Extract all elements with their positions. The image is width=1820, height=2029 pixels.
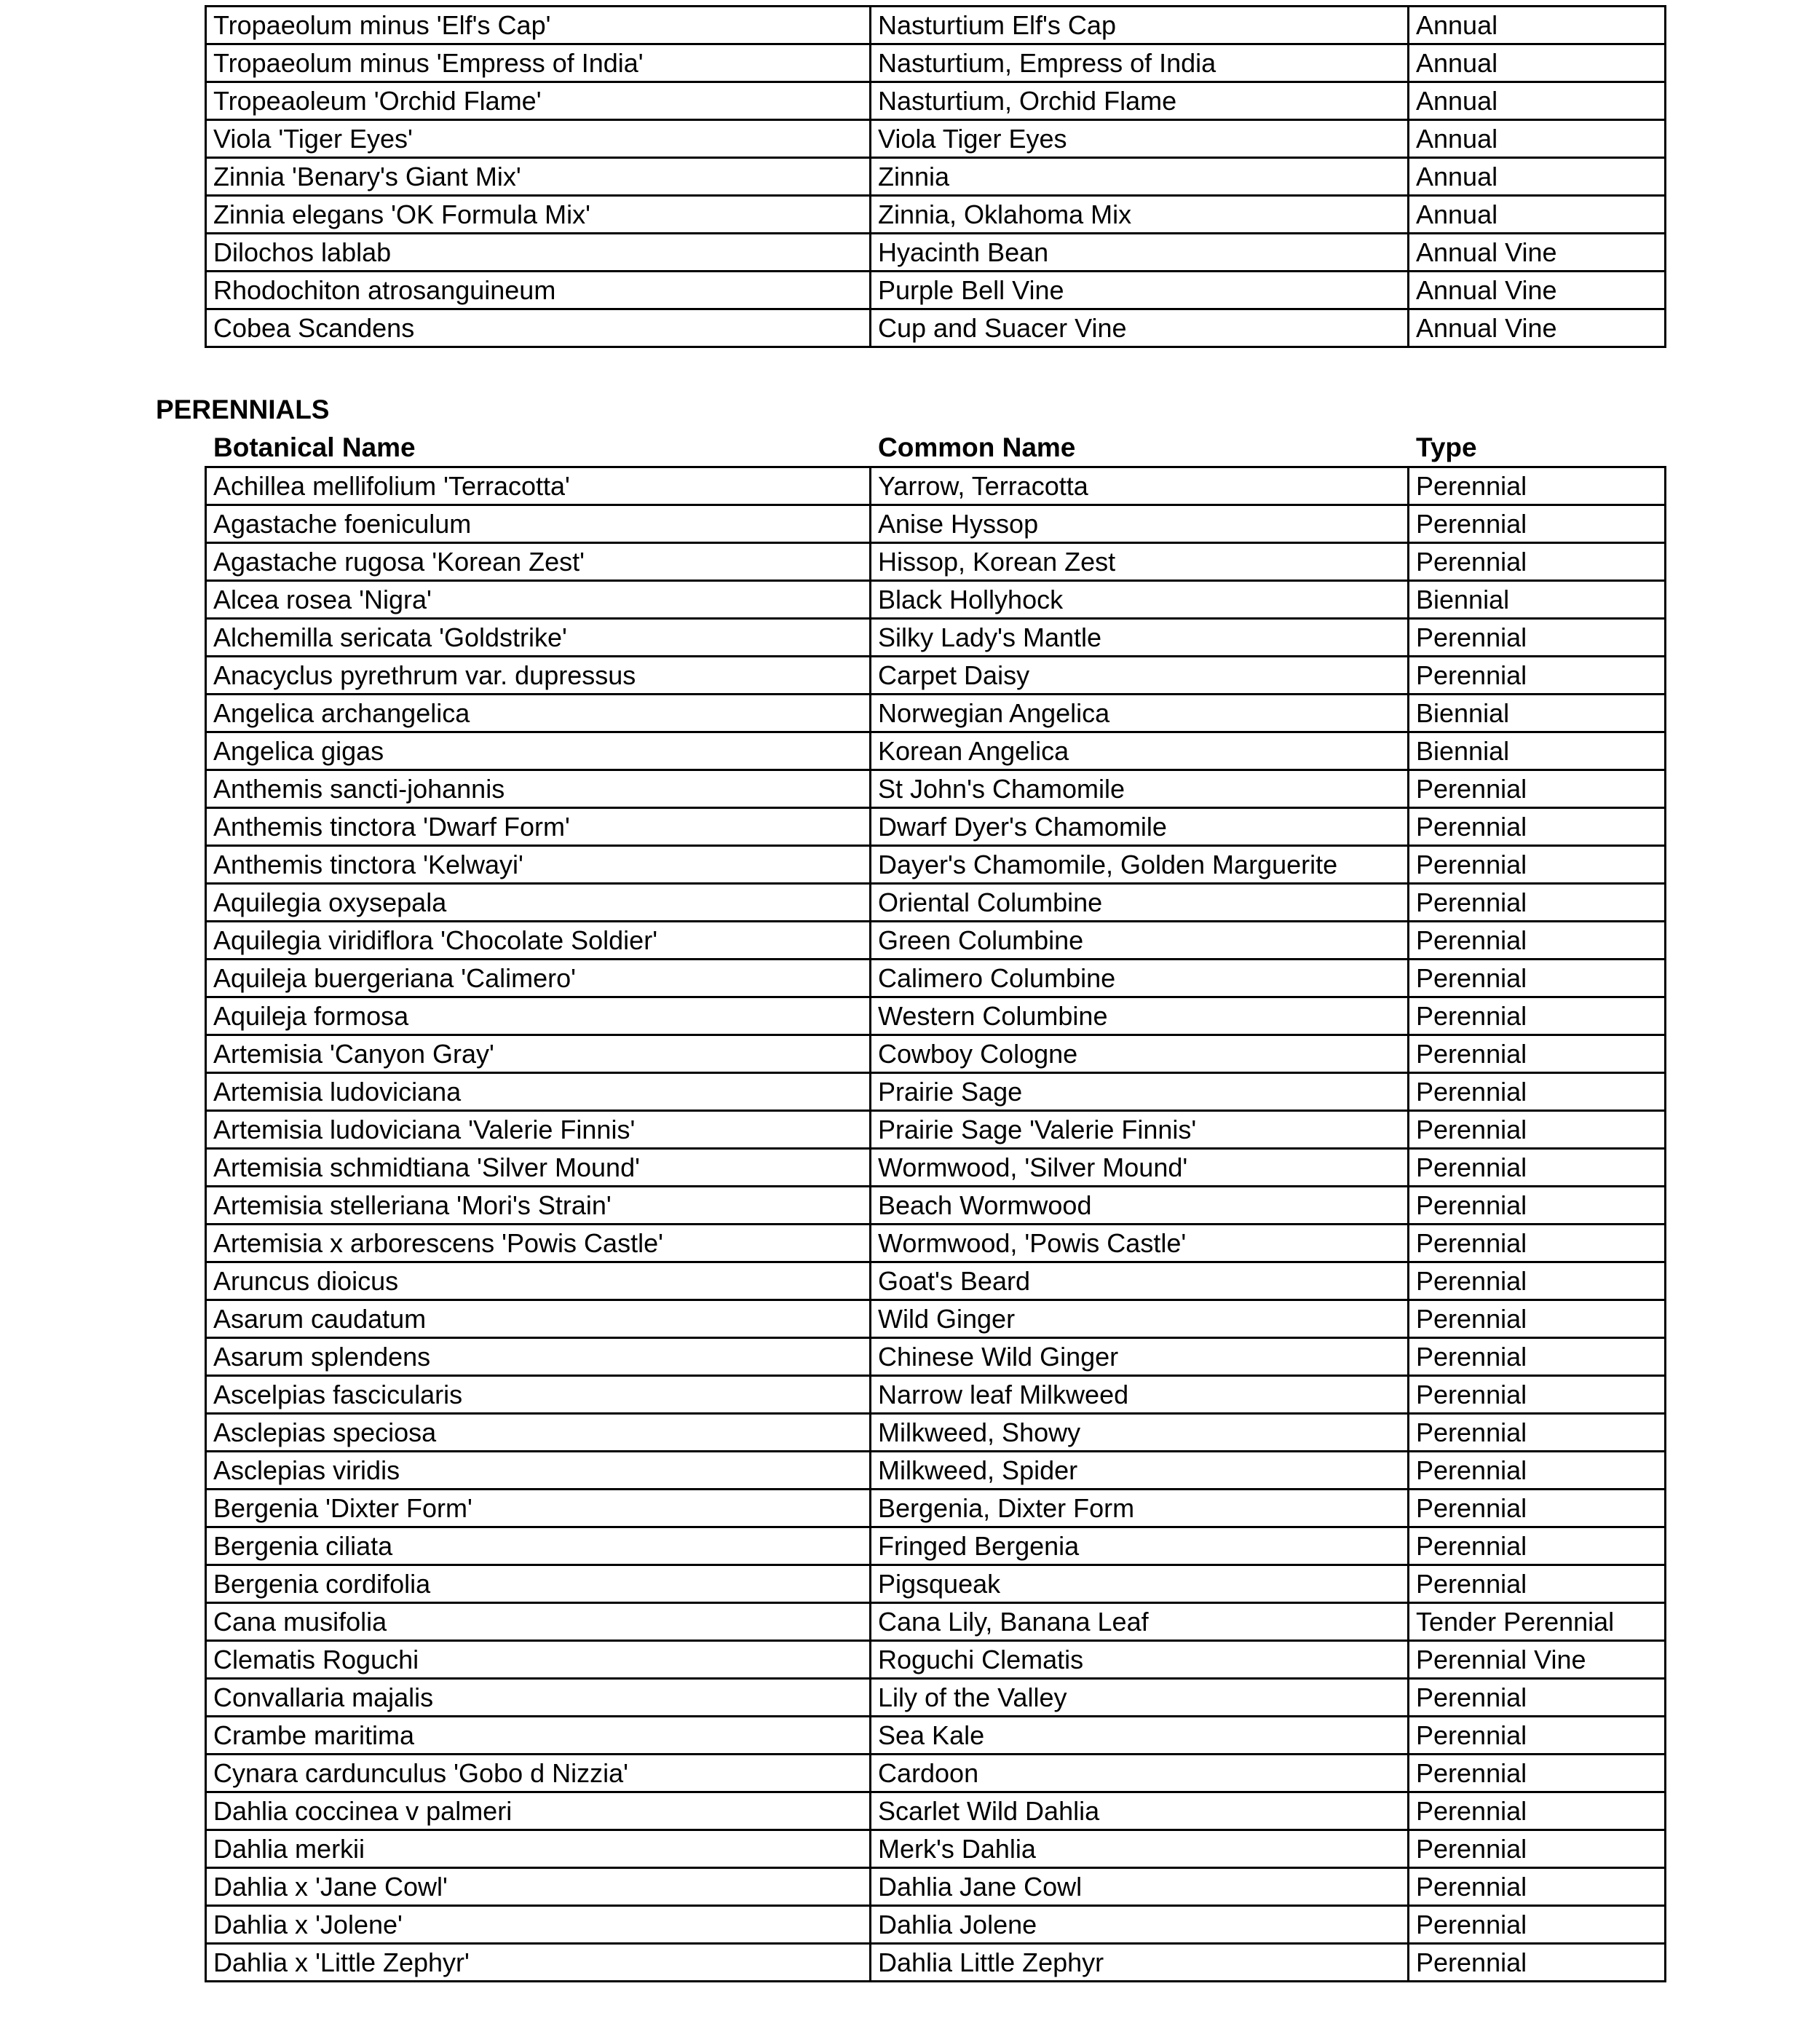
- table-row: [206, 1868, 1666, 1906]
- botanical-name-cell: Zinnia elegans 'OK Formula Mix': [206, 196, 871, 234]
- type-cell: Perennial: [1409, 1679, 1666, 1717]
- botanical-name-cell: Anthemis tinctora 'Dwarf Form': [206, 808, 871, 846]
- common-name-cell: Zinnia, Oklahoma Mix: [871, 196, 1409, 234]
- botanical-name-cell: Cana musifolia: [206, 1603, 871, 1641]
- common-name-cell: Wild Ginger: [871, 1300, 1409, 1338]
- type-cell: Perennial: [1409, 657, 1666, 695]
- table-row: [206, 1755, 1666, 1792]
- botanical-name-cell: Bergenia cordifolia: [206, 1565, 871, 1603]
- table-row: [206, 1149, 1666, 1187]
- type-cell: Annual Vine: [1409, 234, 1666, 272]
- common-name-cell: Sea Kale: [871, 1717, 1409, 1755]
- table-row: [206, 1452, 1666, 1490]
- common-name-cell: Wormwood, 'Powis Castle': [871, 1225, 1409, 1262]
- table-row: [206, 922, 1666, 960]
- common-name-cell: Prairie Sage 'Valerie Finnis': [871, 1111, 1409, 1149]
- table-row: [206, 505, 1666, 543]
- common-name-cell: Scarlet Wild Dahlia: [871, 1792, 1409, 1830]
- botanical-name-cell: Dahlia x 'Little Zephyr': [206, 1944, 871, 1982]
- common-name-cell: Calimero Columbine: [871, 960, 1409, 997]
- perennials-column-headers: [205, 430, 1664, 466]
- common-name-cell: Hissop, Korean Zest: [871, 543, 1409, 581]
- botanical-name-cell: Rhodochiton atrosanguineum: [206, 272, 871, 309]
- table-row: [206, 846, 1666, 884]
- type-cell: Perennial: [1409, 1944, 1666, 1982]
- table-row: [206, 1225, 1666, 1262]
- botanical-name-cell: Achillea mellifolium 'Terracotta': [206, 467, 871, 505]
- common-name-cell: Milkweed, Showy: [871, 1414, 1409, 1452]
- type-cell: Annual Vine: [1409, 272, 1666, 309]
- botanical-name-cell: Asarum splendens: [206, 1338, 871, 1376]
- table-row: [206, 272, 1666, 309]
- botanical-name-cell: Convallaria majalis: [206, 1679, 871, 1717]
- table-row: [206, 1111, 1666, 1149]
- type-cell: Perennial: [1409, 1262, 1666, 1300]
- common-name-cell: Dayer's Chamomile, Golden Marguerite: [871, 846, 1409, 884]
- type-cell: Annual: [1409, 44, 1666, 82]
- type-cell: Perennial: [1409, 1338, 1666, 1376]
- table-row: [206, 82, 1666, 120]
- common-name-cell: Silky Lady's Mantle: [871, 619, 1409, 657]
- table-row: [206, 732, 1666, 770]
- type-cell: Perennial Vine: [1409, 1641, 1666, 1679]
- type-cell: Perennial: [1409, 1830, 1666, 1868]
- table-row: [206, 1187, 1666, 1225]
- table-row: [206, 581, 1666, 619]
- botanical-name-cell: Artemisia 'Canyon Gray': [206, 1035, 871, 1073]
- common-name-cell: Fringed Bergenia: [871, 1527, 1409, 1565]
- common-name-cell: Green Columbine: [871, 922, 1409, 960]
- perennial-plants-body: [206, 467, 1666, 1982]
- annual-plants-body: [206, 7, 1666, 347]
- type-cell: Perennial: [1409, 1490, 1666, 1527]
- type-cell: Perennial: [1409, 1565, 1666, 1603]
- table-row: [206, 1717, 1666, 1755]
- type-cell: Annual: [1409, 196, 1666, 234]
- common-name-cell: Dwarf Dyer's Chamomile: [871, 808, 1409, 846]
- common-name-cell: Korean Angelica: [871, 732, 1409, 770]
- common-name-cell: Hyacinth Bean: [871, 234, 1409, 272]
- common-name-cell: Milkweed, Spider: [871, 1452, 1409, 1490]
- botanical-name-cell: Cobea Scandens: [206, 309, 871, 347]
- botanical-name-cell: Tropeaoleum 'Orchid Flame': [206, 82, 871, 120]
- botanical-name-cell: Zinnia 'Benary's Giant Mix': [206, 158, 871, 196]
- botanical-name-cell: Clematis Roguchi: [206, 1641, 871, 1679]
- table-row: [206, 158, 1666, 196]
- botanical-name-cell: Dahlia coccinea v palmeri: [206, 1792, 871, 1830]
- table-row: [206, 234, 1666, 272]
- table-row: [206, 1338, 1666, 1376]
- type-cell: Perennial: [1409, 960, 1666, 997]
- botanical-name-cell: Dahlia x 'Jane Cowl': [206, 1868, 871, 1906]
- botanical-name-cell: Artemisia x arborescens 'Powis Castle': [206, 1225, 871, 1262]
- botanical-name-cell: Asclepias viridis: [206, 1452, 871, 1490]
- table-row: [206, 1490, 1666, 1527]
- common-name-cell: Lily of the Valley: [871, 1679, 1409, 1717]
- table-row: [206, 1944, 1666, 1982]
- common-name-cell: Dahlia Jolene: [871, 1906, 1409, 1944]
- type-cell: Perennial: [1409, 1111, 1666, 1149]
- common-name-cell: Pigsqueak: [871, 1565, 1409, 1603]
- type-cell: Perennial: [1409, 1906, 1666, 1944]
- common-name-cell: Merk's Dahlia: [871, 1830, 1409, 1868]
- type-cell: Perennial: [1409, 1868, 1666, 1906]
- table-row: [206, 1679, 1666, 1717]
- table-row: [206, 1565, 1666, 1603]
- table-row: [206, 1376, 1666, 1414]
- botanical-name-cell: Crambe maritima: [206, 1717, 871, 1755]
- type-cell: Annual: [1409, 120, 1666, 158]
- botanical-name-cell: Dahlia merkii: [206, 1830, 871, 1868]
- botanical-name-cell: Agastache rugosa 'Korean Zest': [206, 543, 871, 581]
- table-row: [206, 543, 1666, 581]
- type-cell: Perennial: [1409, 808, 1666, 846]
- botanical-name-cell: Dahlia x 'Jolene': [206, 1906, 871, 1944]
- type-cell: Perennial: [1409, 770, 1666, 808]
- botanical-name-cell: Angelica archangelica: [206, 695, 871, 732]
- type-cell: Perennial: [1409, 1187, 1666, 1225]
- botanical-name-cell: Angelica gigas: [206, 732, 871, 770]
- botanical-name-cell: Asclepias speciosa: [206, 1414, 871, 1452]
- type-cell: Perennial: [1409, 1035, 1666, 1073]
- type-cell: Perennial: [1409, 1225, 1666, 1262]
- type-cell: Perennial: [1409, 1300, 1666, 1338]
- common-name-cell: Nasturtium Elf's Cap: [871, 7, 1409, 44]
- table-row: [206, 1906, 1666, 1944]
- type-cell: Tender Perennial: [1409, 1603, 1666, 1641]
- type-cell: Perennial: [1409, 1792, 1666, 1830]
- type-cell: Perennial: [1409, 1452, 1666, 1490]
- common-name-cell: Yarrow, Terracotta: [871, 467, 1409, 505]
- column-header-botanical-name: Botanical Name: [213, 432, 416, 462]
- table-row: [206, 467, 1666, 505]
- botanical-name-cell: Aquileja buergeriana 'Calimero': [206, 960, 871, 997]
- common-name-cell: Black Hollyhock: [871, 581, 1409, 619]
- type-cell: Perennial: [1409, 1376, 1666, 1414]
- type-cell: Perennial: [1409, 1073, 1666, 1111]
- botanical-name-cell: Aquileja formosa: [206, 997, 871, 1035]
- type-cell: Perennial: [1409, 922, 1666, 960]
- type-cell: Perennial: [1409, 619, 1666, 657]
- column-header-type: Type: [1416, 432, 1477, 462]
- type-cell: Perennial: [1409, 505, 1666, 543]
- botanical-name-cell: Agastache foeniculum: [206, 505, 871, 543]
- type-cell: Perennial: [1409, 543, 1666, 581]
- common-name-cell: Anise Hyssop: [871, 505, 1409, 543]
- table-row: [206, 884, 1666, 922]
- botanical-name-cell: Cynara cardunculus 'Gobo d Nizzia': [206, 1755, 871, 1792]
- table-row: [206, 619, 1666, 657]
- perennial-plants-table: [205, 466, 1666, 1982]
- column-header-common-name: Common Name: [878, 432, 1076, 462]
- perennials-heading: PERENNIALS: [156, 395, 330, 424]
- botanical-name-cell: Tropaeolum minus 'Empress of India': [206, 44, 871, 82]
- botanical-name-cell: Bergenia ciliata: [206, 1527, 871, 1565]
- common-name-cell: Western Columbine: [871, 997, 1409, 1035]
- botanical-name-cell: Artemisia ludoviciana 'Valerie Finnis': [206, 1111, 871, 1149]
- botanical-name-cell: Anthemis tinctora 'Kelwayi': [206, 846, 871, 884]
- common-name-cell: Prairie Sage: [871, 1073, 1409, 1111]
- common-name-cell: Narrow leaf Milkweed: [871, 1376, 1409, 1414]
- common-name-cell: Bergenia, Dixter Form: [871, 1490, 1409, 1527]
- type-cell: Perennial: [1409, 1755, 1666, 1792]
- botanical-name-cell: Aquilegia oxysepala: [206, 884, 871, 922]
- table-row: [206, 1603, 1666, 1641]
- common-name-cell: Oriental Columbine: [871, 884, 1409, 922]
- common-name-cell: Cup and Suacer Vine: [871, 309, 1409, 347]
- botanical-name-cell: Aruncus dioicus: [206, 1262, 871, 1300]
- common-name-cell: Cardoon: [871, 1755, 1409, 1792]
- common-name-cell: Carpet Daisy: [871, 657, 1409, 695]
- common-name-cell: Wormwood, 'Silver Mound': [871, 1149, 1409, 1187]
- table-row: [206, 657, 1666, 695]
- common-name-cell: Viola Tiger Eyes: [871, 120, 1409, 158]
- table-row: [206, 1035, 1666, 1073]
- table-row: [206, 44, 1666, 82]
- table-row: [206, 695, 1666, 732]
- common-name-cell: Nasturtium, Empress of India: [871, 44, 1409, 82]
- botanical-name-cell: Bergenia 'Dixter Form': [206, 1490, 871, 1527]
- type-cell: Perennial: [1409, 884, 1666, 922]
- botanical-name-cell: Ascelpias fascicularis: [206, 1376, 871, 1414]
- table-row: [206, 1527, 1666, 1565]
- common-name-cell: Zinnia: [871, 158, 1409, 196]
- table-row: [206, 1073, 1666, 1111]
- botanical-name-cell: Artemisia stelleriana 'Mori's Strain': [206, 1187, 871, 1225]
- table-row: [206, 120, 1666, 158]
- common-name-cell: Nasturtium, Orchid Flame: [871, 82, 1409, 120]
- table-row: [206, 1300, 1666, 1338]
- table-row: [206, 1830, 1666, 1868]
- common-name-cell: Cana Lily, Banana Leaf: [871, 1603, 1409, 1641]
- common-name-cell: Beach Wormwood: [871, 1187, 1409, 1225]
- botanical-name-cell: Artemisia ludoviciana: [206, 1073, 871, 1111]
- type-cell: Perennial: [1409, 1717, 1666, 1755]
- table-row: [206, 997, 1666, 1035]
- type-cell: Biennial: [1409, 581, 1666, 619]
- common-name-cell: Purple Bell Vine: [871, 272, 1409, 309]
- type-cell: Perennial: [1409, 1527, 1666, 1565]
- type-cell: Biennial: [1409, 695, 1666, 732]
- table-row: [206, 1792, 1666, 1830]
- table-row: [206, 1641, 1666, 1679]
- table-row: [206, 1414, 1666, 1452]
- common-name-cell: St John's Chamomile: [871, 770, 1409, 808]
- botanical-name-cell: Viola 'Tiger Eyes': [206, 120, 871, 158]
- common-name-cell: Roguchi Clematis: [871, 1641, 1409, 1679]
- type-cell: Perennial: [1409, 846, 1666, 884]
- common-name-cell: Cowboy Cologne: [871, 1035, 1409, 1073]
- botanical-name-cell: Alchemilla sericata 'Goldstrike': [206, 619, 871, 657]
- botanical-name-cell: Dilochos lablab: [206, 234, 871, 272]
- botanical-name-cell: Asarum caudatum: [206, 1300, 871, 1338]
- botanical-name-cell: Anacyclus pyrethrum var. dupressus: [206, 657, 871, 695]
- table-row: [206, 309, 1666, 347]
- botanical-name-cell: Anthemis sancti-johannis: [206, 770, 871, 808]
- type-cell: Annual Vine: [1409, 309, 1666, 347]
- botanical-name-cell: Tropaeolum minus 'Elf's Cap': [206, 7, 871, 44]
- common-name-cell: Norwegian Angelica: [871, 695, 1409, 732]
- type-cell: Annual: [1409, 7, 1666, 44]
- type-cell: Biennial: [1409, 732, 1666, 770]
- botanical-name-cell: Artemisia schmidtiana 'Silver Mound': [206, 1149, 871, 1187]
- type-cell: Perennial: [1409, 1149, 1666, 1187]
- type-cell: Perennial: [1409, 467, 1666, 505]
- type-cell: Perennial: [1409, 997, 1666, 1035]
- type-cell: Perennial: [1409, 1414, 1666, 1452]
- common-name-cell: Goat's Beard: [871, 1262, 1409, 1300]
- table-row: [206, 960, 1666, 997]
- common-name-cell: Dahlia Jane Cowl: [871, 1868, 1409, 1906]
- type-cell: Annual: [1409, 158, 1666, 196]
- table-row: [206, 770, 1666, 808]
- type-cell: Annual: [1409, 82, 1666, 120]
- botanical-name-cell: Aquilegia viridiflora 'Chocolate Soldier': [206, 922, 871, 960]
- annual-plants-table: [205, 5, 1666, 348]
- table-row: [206, 7, 1666, 44]
- common-name-cell: Dahlia Little Zephyr: [871, 1944, 1409, 1982]
- common-name-cell: Chinese Wild Ginger: [871, 1338, 1409, 1376]
- table-row: [206, 1262, 1666, 1300]
- botanical-name-cell: Alcea rosea 'Nigra': [206, 581, 871, 619]
- table-row: [206, 196, 1666, 234]
- table-row: [206, 808, 1666, 846]
